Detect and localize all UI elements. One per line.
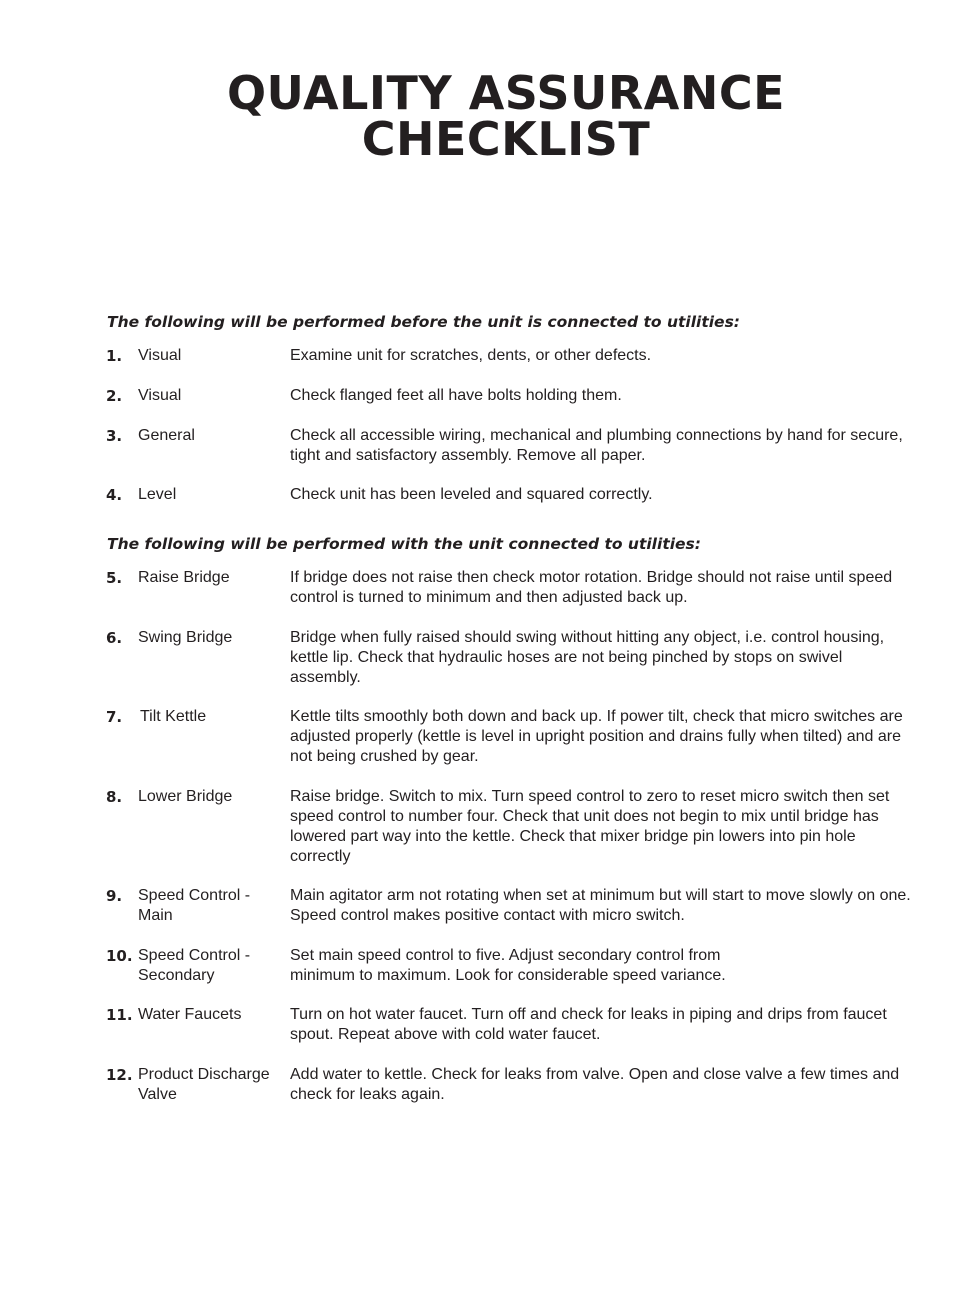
section-heading-before-utilities: The following will be performed before the unit is connected to utilities: — [107, 313, 740, 331]
item-description: Main agitator arm not rotating when set at minimum but will start to move slowly on one. Speed control makes positive contact with micro switch. — [290, 887, 911, 924]
item-category: Lower Bridge — [138, 788, 233, 805]
item-description: Raise bridge. Switch to mix. Turn speed control to zero to reset micro switch then set speed control to number four. Check that unit does not begin to mix until bridge has lowered part way into the kettle. Check that mixer bridge pin lowers into pin hole correctly — [290, 788, 890, 865]
item-category: Product Discharge Valve — [138, 1066, 270, 1103]
item-category: Visual — [138, 387, 182, 404]
item-category: Level — [138, 486, 177, 503]
item-description: Check all accessible wiring, mechanical and plumbing connections by hand for secure, tight and satisfactory assembly. Remove all paper. — [290, 427, 903, 464]
item-category: Raise Bridge — [138, 569, 230, 586]
item-number: 10. — [106, 947, 133, 965]
section-heading-with-utilities: The following will be performed with the unit connected to utilities: — [107, 535, 701, 553]
item-number: 1. — [106, 347, 123, 365]
item-number: 11. — [106, 1006, 133, 1024]
item-description: Check flanged feet all have bolts holding them. — [290, 387, 622, 404]
page-title-line-1: QUALITY ASSURANCE — [226, 66, 786, 120]
item-description: Kettle tilts smoothly both down and back up. If power tilt, check that micro switches are adjusted properly (kettle is level in upright position and drains fully when tilted) and are not being crushed by gear. — [290, 708, 903, 765]
item-category: Water Faucets — [138, 1006, 242, 1023]
item-number: 5. — [106, 569, 123, 587]
item-number: 8. — [106, 788, 123, 806]
item-category: Speed Control - Secondary — [138, 947, 251, 984]
item-number: 2. — [106, 387, 123, 405]
item-description: Turn on hot water faucet. Turn off and check for leaks in piping and drips from faucet spout. Repeat above with cold water faucet. — [290, 1006, 887, 1043]
item-category: Swing Bridge — [138, 629, 233, 646]
item-description: Bridge when fully raised should swing without hitting any object, i.e. control housing, kettle lip. Check that hydraulic hoses are not being pinched by stops on swivel assembly. — [290, 629, 885, 686]
item-number: 9. — [106, 887, 123, 905]
item-number: 12. — [106, 1066, 133, 1084]
item-description: Add water to kettle. Check for leaks from valve. Open and close valve a few times and check for leaks again. — [290, 1066, 900, 1103]
item-description: Set main speed control to five. Adjust secondary control from minimum to maximum. Look for considerable speed variance. — [290, 947, 726, 984]
item-number: 3. — [106, 427, 123, 445]
item-number: 6. — [106, 629, 123, 647]
item-number: 7. — [106, 708, 123, 726]
item-category: Speed Control - Main — [138, 887, 251, 924]
item-category: Visual — [138, 347, 182, 364]
item-description: Examine unit for scratches, dents, or other defects. — [290, 347, 652, 364]
item-description: If bridge does not raise then check motor rotation. Bridge should not raise until speed control is turned to minimum and then adjusted back up. — [290, 569, 893, 606]
page-title — [0, 66, 954, 166]
item-description: Check unit has been leveled and squared correctly. — [290, 486, 653, 503]
item-number: 4. — [106, 486, 123, 504]
item-category: General — [138, 427, 195, 444]
page-title-line-2: CHECKLIST — [361, 112, 651, 166]
item-category: Tilt Kettle — [140, 708, 207, 725]
